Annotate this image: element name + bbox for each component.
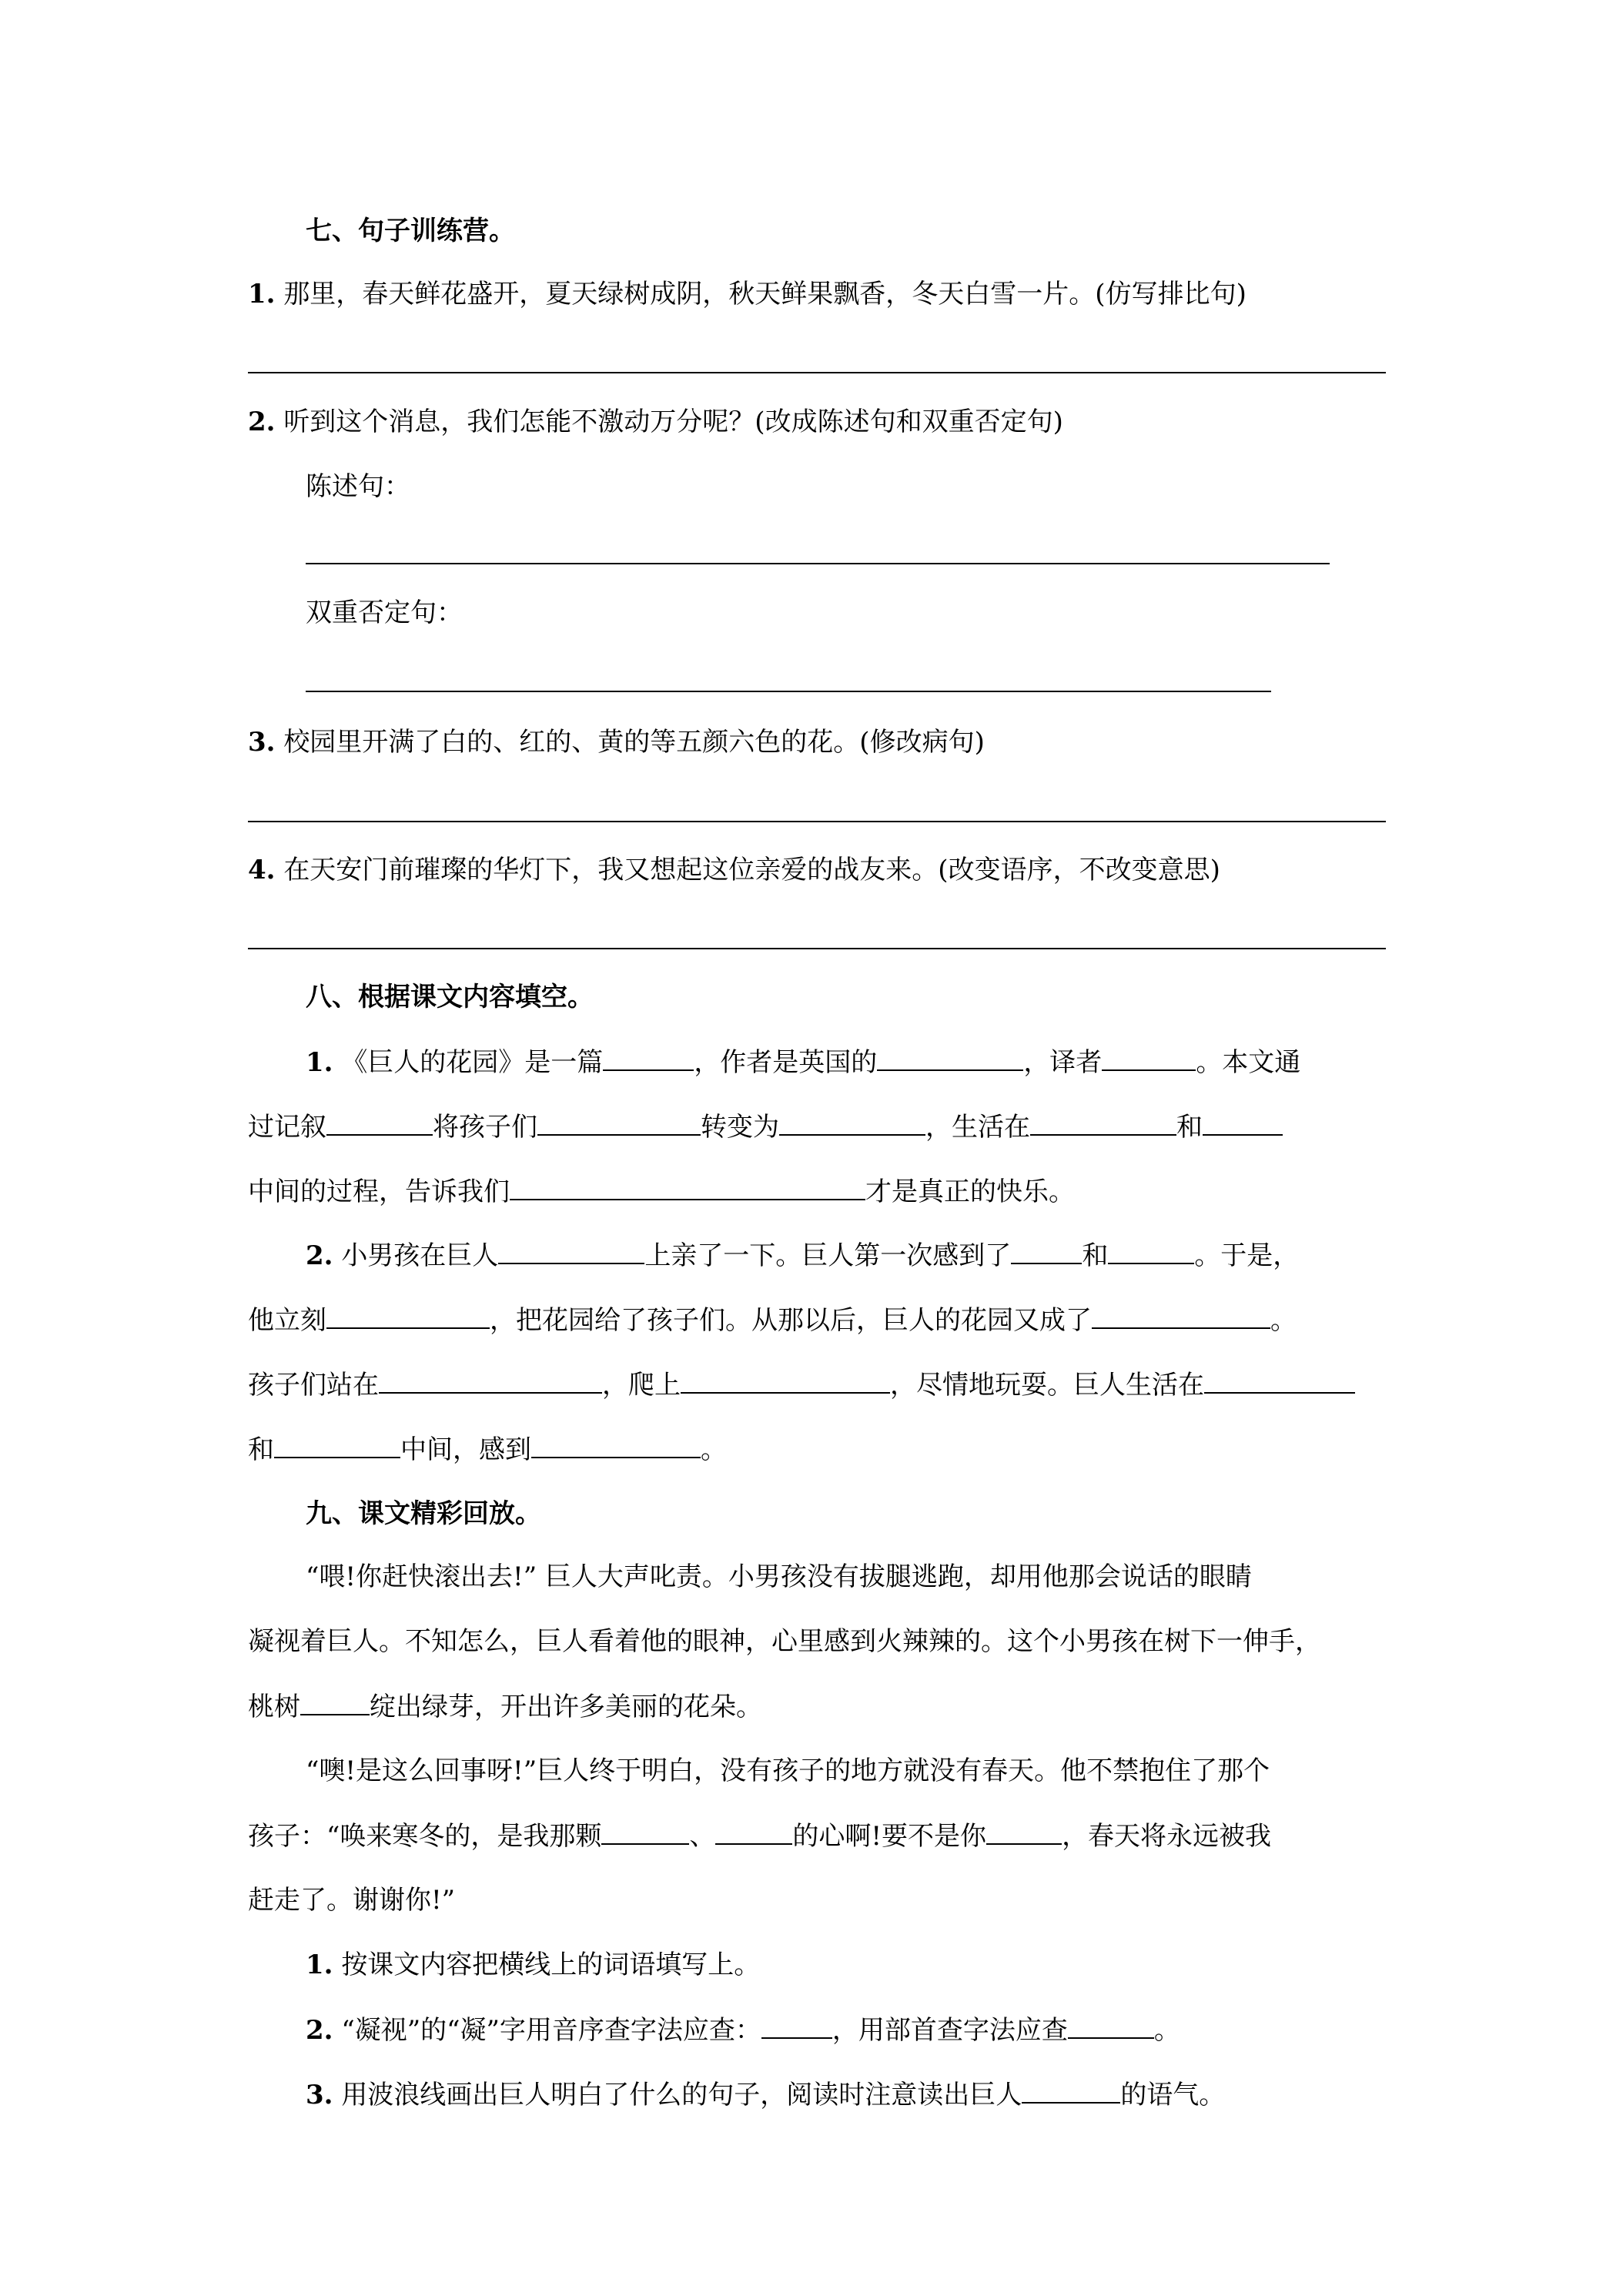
question-number: 2.	[306, 2015, 333, 2046]
s9-question-1	[306, 1948, 760, 1982]
text: 、	[689, 1821, 716, 1852]
text: 《巨人的花园》是一篇	[341, 1047, 604, 1078]
blank[interactable]	[1204, 1367, 1355, 1394]
blank[interactable]	[537, 1110, 701, 1136]
blank[interactable]	[877, 1045, 1023, 1071]
text: 转变为	[701, 1112, 779, 1143]
text: 。	[701, 1434, 727, 1465]
text: ，春天将永远被我	[1062, 1821, 1272, 1852]
text: ，尽情地玩耍。巨人生活在	[890, 1370, 1204, 1401]
text: 。	[1270, 1305, 1297, 1336]
s7-q4-answer-line[interactable]	[248, 948, 1386, 949]
text: 绽出绿芽，开出许多美丽的花朵。	[370, 1692, 762, 1722]
blank[interactable]	[1011, 1238, 1082, 1264]
text: 。本文通	[1196, 1047, 1301, 1078]
text: ，爬上	[602, 1370, 681, 1401]
s9-para1-line-1: “喂!你赶快滚出去!” 巨人大声叱责。小男孩没有拔腿逃跑，却用他那会说话的眼睛	[306, 1561, 1252, 1592]
text: 过记叙	[248, 1112, 326, 1143]
s8-p1-line-1	[306, 1045, 1300, 1079]
question-number: 3.	[248, 727, 276, 758]
s8-p2-line-3	[248, 1367, 1355, 1402]
blank[interactable]	[681, 1367, 890, 1394]
blank[interactable]	[300, 1689, 370, 1715]
blank[interactable]	[1030, 1110, 1176, 1136]
s9-para2-line-2	[248, 1819, 1271, 1853]
text: 。于是，	[1194, 1240, 1300, 1271]
s7-q2-declarative-label: 陈述句：	[306, 471, 410, 502]
blank[interactable]	[761, 2013, 832, 2039]
question-number: 1.	[248, 279, 276, 310]
question-number: 2.	[248, 407, 276, 437]
question-text: 那里，春天鲜花盛开，夏天绿树成阴，秋天鲜果飘香，冬天白雪一片。(仿写排比句)	[283, 279, 1247, 310]
blank[interactable]	[510, 1174, 865, 1200]
blank[interactable]	[274, 1432, 400, 1458]
question-number: 1.	[306, 1047, 333, 1078]
text: 的语气。	[1120, 2080, 1226, 2110]
blank[interactable]	[1203, 1110, 1283, 1136]
text: ，作者是英国的	[694, 1047, 878, 1078]
question-number: 1.	[306, 1950, 333, 1980]
text: “凝视”的“凝”字用音序查字法应查：	[341, 2015, 761, 2046]
text: 上亲了一下。巨人第一次感到了	[644, 1240, 1012, 1271]
blank[interactable]	[326, 1303, 490, 1329]
text: ，译者	[1023, 1047, 1103, 1078]
blank[interactable]	[498, 1238, 644, 1264]
blank[interactable]	[379, 1367, 602, 1394]
text: 将孩子们	[433, 1112, 537, 1143]
s8-p1-line-3	[248, 1174, 1075, 1209]
text: 小男孩在巨人	[341, 1240, 499, 1271]
text: 的心啊!要不是你	[792, 1821, 987, 1852]
s7-q3-answer-line[interactable]	[248, 821, 1386, 822]
question-text: 听到这个消息，我们怎能不激动万分呢？(改成陈述句和双重否定句)	[283, 407, 1063, 437]
blank[interactable]	[326, 1110, 433, 1136]
text: 才是真正的快乐。	[865, 1176, 1075, 1207]
section-7-heading: 七、句子训练营。	[306, 216, 515, 246]
question-text: 按课文内容把横线上的词语填写上。	[341, 1950, 761, 1980]
question-text: 在天安门前璀璨的华灯下，我又想起这位亲爱的战友来。(改变语序，不改变意思)	[283, 855, 1220, 885]
section-9-heading: 九、课文精彩回放。	[306, 1498, 541, 1529]
s8-p1-line-2	[248, 1110, 1283, 1144]
s9-para1-line-2: 凝视着巨人。不知怎么，巨人看着他的眼神，心里感到火辣辣的。这个小男孩在树下一伸手，	[248, 1626, 1321, 1657]
blank[interactable]	[531, 1432, 701, 1458]
text: 他立刻	[248, 1305, 326, 1336]
s9-para1-line-3	[248, 1689, 762, 1724]
text: 中间，感到	[400, 1434, 531, 1465]
text: ，把花园给了孩子们。从那以后，巨人的花园又成了	[490, 1305, 1092, 1336]
s7-question-3	[248, 725, 985, 759]
blank[interactable]	[1108, 1238, 1194, 1264]
s9-para2-line-3: 赶走了。谢谢你!”	[248, 1885, 456, 1916]
blank[interactable]	[715, 1819, 792, 1845]
text: 孩子：“唤来寒冬的，是我那颗	[248, 1821, 602, 1852]
text: ，生活在	[925, 1112, 1030, 1143]
text: 。	[1153, 2015, 1180, 2046]
s9-question-3	[306, 2077, 1225, 2112]
s7-question-2	[248, 405, 1063, 439]
text: 和	[248, 1434, 274, 1465]
s8-p2-line-1	[306, 1238, 1299, 1273]
s7-q1-answer-line[interactable]	[248, 372, 1386, 373]
blank[interactable]	[1068, 2013, 1154, 2039]
text: 孩子们站在	[248, 1370, 379, 1401]
s8-p2-line-2	[248, 1303, 1297, 1337]
question-number: 3.	[306, 2080, 333, 2110]
s7-q2-declarative-answer-line[interactable]	[306, 563, 1330, 564]
text: ，用部首查字法应查	[832, 2015, 1068, 2046]
question-number: 4.	[248, 855, 276, 885]
s8-p2-line-4	[248, 1432, 727, 1467]
text: 中间的过程，告诉我们	[248, 1176, 510, 1207]
blank[interactable]	[1102, 1045, 1196, 1071]
s7-question-1	[248, 277, 1247, 311]
text: 桃树	[248, 1692, 300, 1722]
section-8-heading: 八、根据课文内容填空。	[306, 982, 594, 1012]
blank[interactable]	[779, 1110, 925, 1136]
blank[interactable]	[1022, 2077, 1120, 2104]
question-number: 2.	[306, 1240, 333, 1271]
text: 用波浪线画出巨人明白了什么的句子，阅读时注意读出巨人	[341, 2080, 1022, 2110]
text: 和	[1082, 1240, 1109, 1271]
s7-question-4	[248, 853, 1220, 887]
blank[interactable]	[1092, 1303, 1270, 1329]
blank[interactable]	[601, 1819, 689, 1845]
text: 和	[1176, 1112, 1203, 1143]
question-text: 校园里开满了白的、红的、黄的等五颜六色的花。(修改病句)	[283, 727, 985, 758]
s7-q2-double-negative-label: 双重否定句：	[306, 597, 463, 628]
blank[interactable]	[603, 1045, 694, 1071]
s9-question-2	[306, 2013, 1180, 2047]
blank[interactable]	[986, 1819, 1062, 1845]
s9-para2-line-1: “噢!是这么回事呀!”巨人终于明白，没有孩子的地方就没有春天。他不禁抱住了那个	[306, 1755, 1270, 1786]
s7-q2-double-negative-answer-line[interactable]	[306, 691, 1271, 692]
